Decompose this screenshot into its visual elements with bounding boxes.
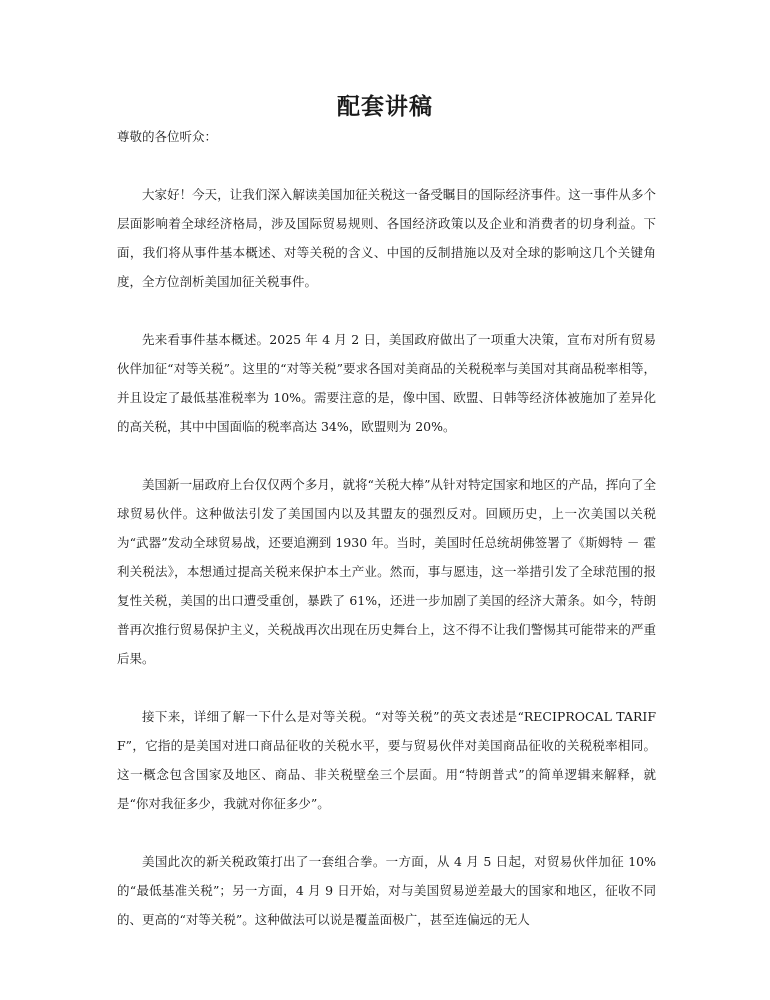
paragraph-policy: 美国此次的新关税政策打出了一套组合拳。一方面，从 4 月 5 日起，对贸易伙伴加征 10%的“最低基准关税”；另一方面，4 月 9 日开始，对与美国贸易逆差最大的国家和地区，征收不同的、更高的“对等关税”。这种做法可以说是覆盖面极广，甚至连偏远的无人	[117, 854, 656, 927]
document-body	[117, 122, 656, 934]
paragraph-gap	[117, 818, 656, 847]
paragraph-gap	[117, 151, 656, 180]
paragraph-reciprocal-tariff: 接下来，详细了解一下什么是对等关税。“对等关税”的英文表述是“RECIPROCAL TARIFF”，它指的是美国对进口商品征收的关税水平，要与贸易伙伴对美国商品征收的关税税率相同。这一概念包含国家及地区、商品、非关税壁垒三个层面。用“特朗普式”的简单逻辑来解释，就是“你对我征多少，我就对你征多少”。	[117, 709, 656, 811]
salutation: 尊敬的各位听众：	[117, 129, 218, 144]
paragraph-gap	[117, 441, 656, 470]
paragraph-gap	[117, 673, 656, 702]
paragraph-gap	[117, 296, 656, 325]
page-title: 配套讲稿	[337, 93, 433, 120]
paragraph-overview: 先来看事件基本概述。2025 年 4 月 2 日，美国政府做出了一项重大决策，宣布对所有贸易伙伴加征“对等关税”。这里的“对等关税”要求各国对美商品的关税税率与美国对其商品税率相等，并且设定了最低基准税率为 10%。需要注意的是，像中国、欧盟、日韩等经济体被施加了差异化的高关税，其中中国面临的税率高达 34%，欧盟则为 20%。	[117, 332, 656, 434]
paragraph-intro: 大家好！今天，让我们深入解读美国加征关税这一备受瞩目的国际经济事件。这一事件从多个层面影响着全球经济格局，涉及国际贸易规则、各国经济政策以及企业和消费者的切身利益。下面，我们将从事件基本概述、对等关税的含义、中国的反制措施以及对全球的影响这几个关键角度，全方位剖析美国加征关税事件。	[117, 187, 656, 289]
paragraph-history: 美国新一届政府上台仅仅两个多月，就将“关税大棒”从针对特定国家和地区的产品，挥向了全球贸易伙伴。这种做法引发了美国国内以及其盟友的强烈反对。回顾历史，上一次美国以关税为“武器”发动全球贸易战，还要追溯到 1930 年。当时，美国时任总统胡佛签署了《斯姆特 － 霍利关税法》，本想通过提高关税来保护本土产业。然而，事与愿违，这一举措引发了全球范围的报复性关税，美国的出口遭受重创，暴跌了 61%，还进一步加剧了美国的经济大萧条。如今，特朗普再次推行贸易保护主义，关税战再次出现在历史舞台上，这不得不让我们警惕其可能带来的严重后果。	[117, 477, 656, 666]
